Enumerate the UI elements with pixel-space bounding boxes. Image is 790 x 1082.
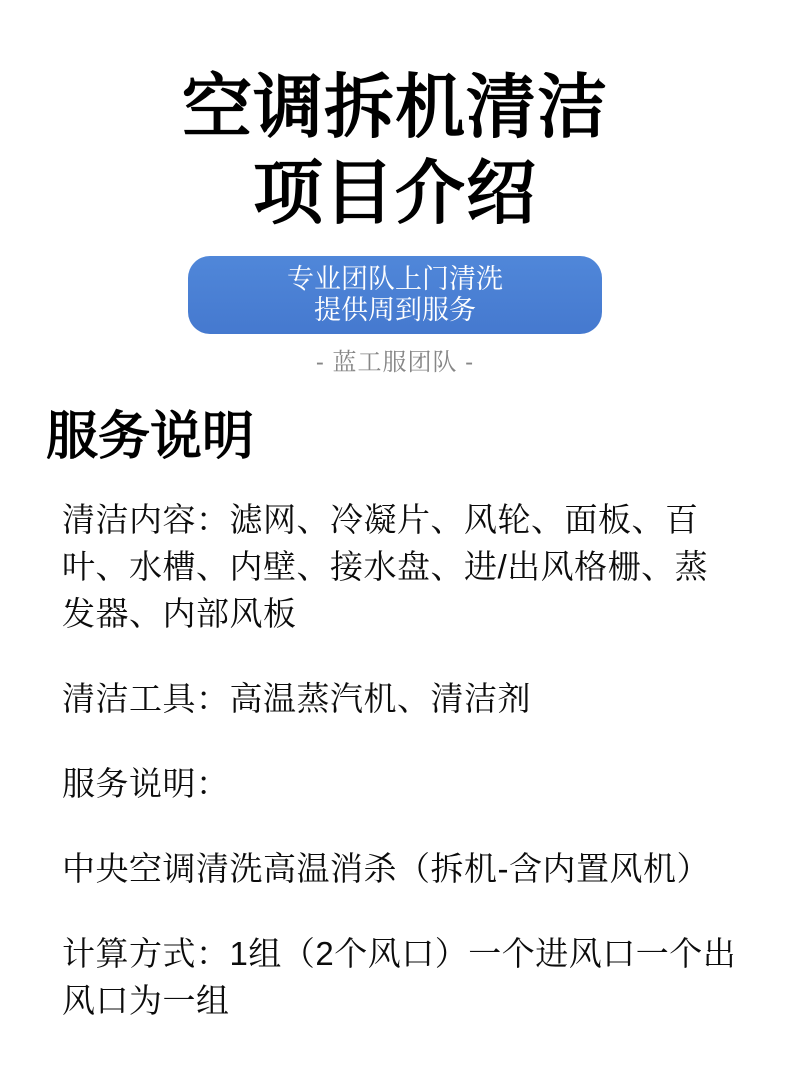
paragraph-service-note-label: 服务说明：: [62, 765, 230, 802]
paragraph-cleaning-tools: 清洁工具：高温蒸汽机、清洁剂: [62, 680, 531, 717]
section-heading: 服务说明: [46, 408, 255, 466]
badge-line-2: 提供周到服务: [314, 295, 476, 325]
page-title-line-1: 空调拆机清洁: [182, 68, 608, 146]
highlight-badge: [188, 256, 602, 334]
badge-line-1: 专业团队上门清洗: [287, 264, 503, 294]
page-title: [0, 64, 790, 236]
paragraph-service-item: 中央空调清洗高温消杀（拆机-含内置风机）: [62, 850, 710, 887]
paragraph-calculation-method: 计算方式：1组（2个风口）一个进风口一个出风口为一组: [62, 935, 737, 1019]
paragraph-cleaning-content: 清洁内容：滤网、冷凝片、风轮、面板、百叶、水槽、内壁、接水盘、进/出风格栅、蒸发器、内部风板: [62, 501, 709, 632]
team-caption: - 蓝工服团队 -: [315, 349, 475, 376]
page-title-line-2: 项目介绍: [253, 154, 537, 232]
